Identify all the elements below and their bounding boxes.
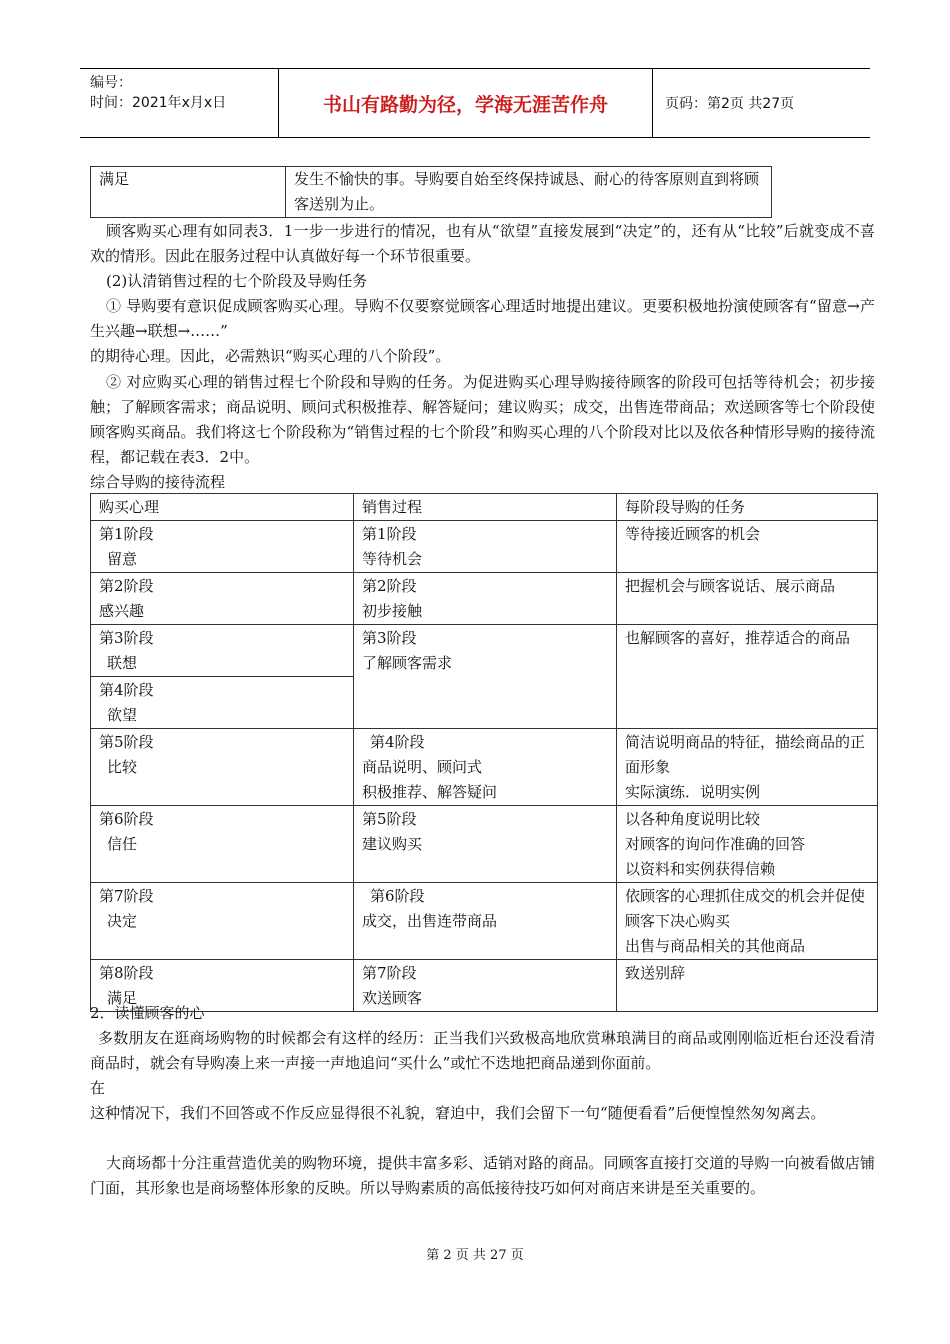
table-row xyxy=(91,573,878,625)
reception-process-table xyxy=(90,493,878,1012)
sales-cell: 第4阶段 商品说明、顾问式 积极推荐、解答疑问 xyxy=(354,729,617,806)
task-cell: 把握机会与顾客说话、展示商品 xyxy=(617,573,878,625)
sales-cell: 第3阶段 了解顾客需求 xyxy=(354,625,617,729)
table-row xyxy=(91,521,878,573)
sales-cell: 第5阶段 建议购买 xyxy=(354,806,617,883)
task-cell: 依顾客的心理抓住成交的机会并促使顾客下决心购买 出售与商品相关的其他商品 xyxy=(617,883,878,960)
table-row xyxy=(91,729,878,806)
column-header: 销售过程 xyxy=(354,494,617,521)
paragraph: 的期待心理。因此，必需熟识“购买心理的八个阶段”。 xyxy=(90,347,451,365)
header-motto: 书山有路勤为径，学海无涯苦作舟 xyxy=(278,69,653,137)
header-meta xyxy=(80,69,278,137)
page-header xyxy=(80,68,870,138)
psych-cell: 第1阶段 留意 xyxy=(91,521,354,573)
psych-cell: 第8阶段 满足 xyxy=(91,960,354,1012)
psych-cell: 第3阶段 联想 xyxy=(91,625,354,677)
table-cell: 满足 xyxy=(91,167,286,218)
task-cell: 以各种角度说明比较 对顾客的询问作准确的回答 以资料和实例获得信赖 xyxy=(617,806,878,883)
task-cell: 等待接近顾客的机会 xyxy=(617,521,878,573)
sales-cell: 第1阶段 等待机会 xyxy=(354,521,617,573)
section-heading: 2．读懂顾客的心 xyxy=(90,1004,205,1022)
sales-cell: 第7阶段 欢送顾客 xyxy=(354,960,617,1012)
table-caption: 综合导购的接待流程 xyxy=(90,473,226,491)
paragraph: 多数朋友在逛商场购物的时候都会有这样的经历：正当我们兴致极高地欣赏琳琅满目的商品或刚刚临近柜台还没看清商品时，就会有导购凑上来一声接一声地追问“买什么”或忙不迭地把商品递到你面前。 xyxy=(90,1029,875,1072)
paragraph: 大商场都十分注重营造优美的购物环境，提供丰富多彩、适销对路的商品。同顾客直接打交道的导购一向被看做店铺门面，其形象也是商场整体形象的反映。所以导购素质的高低接待技巧如何对商店来讲是至关重要的。 xyxy=(90,1154,875,1197)
sales-cell: 第2阶段 初步接触 xyxy=(354,573,617,625)
column-header: 购买心理 xyxy=(91,494,354,521)
column-header: 每阶段导购的任务 xyxy=(617,494,878,521)
continued-table xyxy=(90,166,772,218)
table-header-row xyxy=(91,494,878,521)
table-row xyxy=(91,883,878,960)
paragraph: ① 导购要有意识促成顾客购买心理。导购不仅要察觉顾客心理适时地提出建议。更要积极地扮演使顾客有“留意→产生兴趣→联想→……” xyxy=(90,297,875,340)
psych-cell: 第5阶段 比较 xyxy=(91,729,354,806)
table-row xyxy=(91,625,878,677)
header-number: 编号： xyxy=(90,75,132,91)
psych-cell: 第7阶段 决定 xyxy=(91,883,354,960)
sales-cell: 第6阶段 成交，出售连带商品 xyxy=(354,883,617,960)
psych-cell: 第4阶段 欲望 xyxy=(91,677,354,729)
section-heading: (2)认清销售过程的七个阶段及导购任务 xyxy=(106,272,368,290)
header-time: 时间：2021年x月x日 xyxy=(90,95,227,111)
header-page-info: 页码：第2页 共27页 xyxy=(665,96,795,112)
page-footer: 第 2 页 共 27 页 xyxy=(426,1248,524,1263)
task-cell: 也解顾客的喜好，推荐适合的商品 xyxy=(617,625,878,729)
task-cell: 简洁说明商品的特征，描绘商品的正面形象 实际演练．说明实例 xyxy=(617,729,878,806)
psych-cell: 第2阶段 感兴趣 xyxy=(91,573,354,625)
paragraph: 这种情况下，我们不回答或不作反应显得很不礼貌，窘迫中，我们会留下一句“随便看看”后便惶惶然匆匆离去。 xyxy=(90,1104,826,1122)
paragraph: 顾客购买心理有如同表3．1一步一步进行的情况，也有从“欲望”直接发展到“决定”的，还有从“比较”后就变成不喜欢的情形。因此在服务过程中认真做好每一个环节很重要。 xyxy=(90,222,875,265)
table-row xyxy=(91,167,772,218)
task-cell: 致送别辞 xyxy=(617,960,878,1012)
psych-cell: 第6阶段 信任 xyxy=(91,806,354,883)
table-row xyxy=(91,806,878,883)
table-cell: 发生不愉快的事。导购要自始至终保持诚恳、耐心的待客原则直到将顾客送别为止。 xyxy=(286,167,772,218)
paragraph: ② 对应购买心理的销售过程七个阶段和导购的任务。为促进购买心理导购接待顾客的阶段可包括等待机会；初步接触；了解顾客需求；商品说明、顾问式积极推荐、解答疑问；建议购买；成交，出售连带商品；欢送顾客等七个阶段使顾客购买商品。我们将这七个阶段称为“销售过程的七个阶段”和购买心理的八个阶段对比以及依各种情形导购的接待流程，都记载在表3．2中。 xyxy=(90,373,875,466)
paragraph-fragment: 在 xyxy=(90,1079,106,1097)
